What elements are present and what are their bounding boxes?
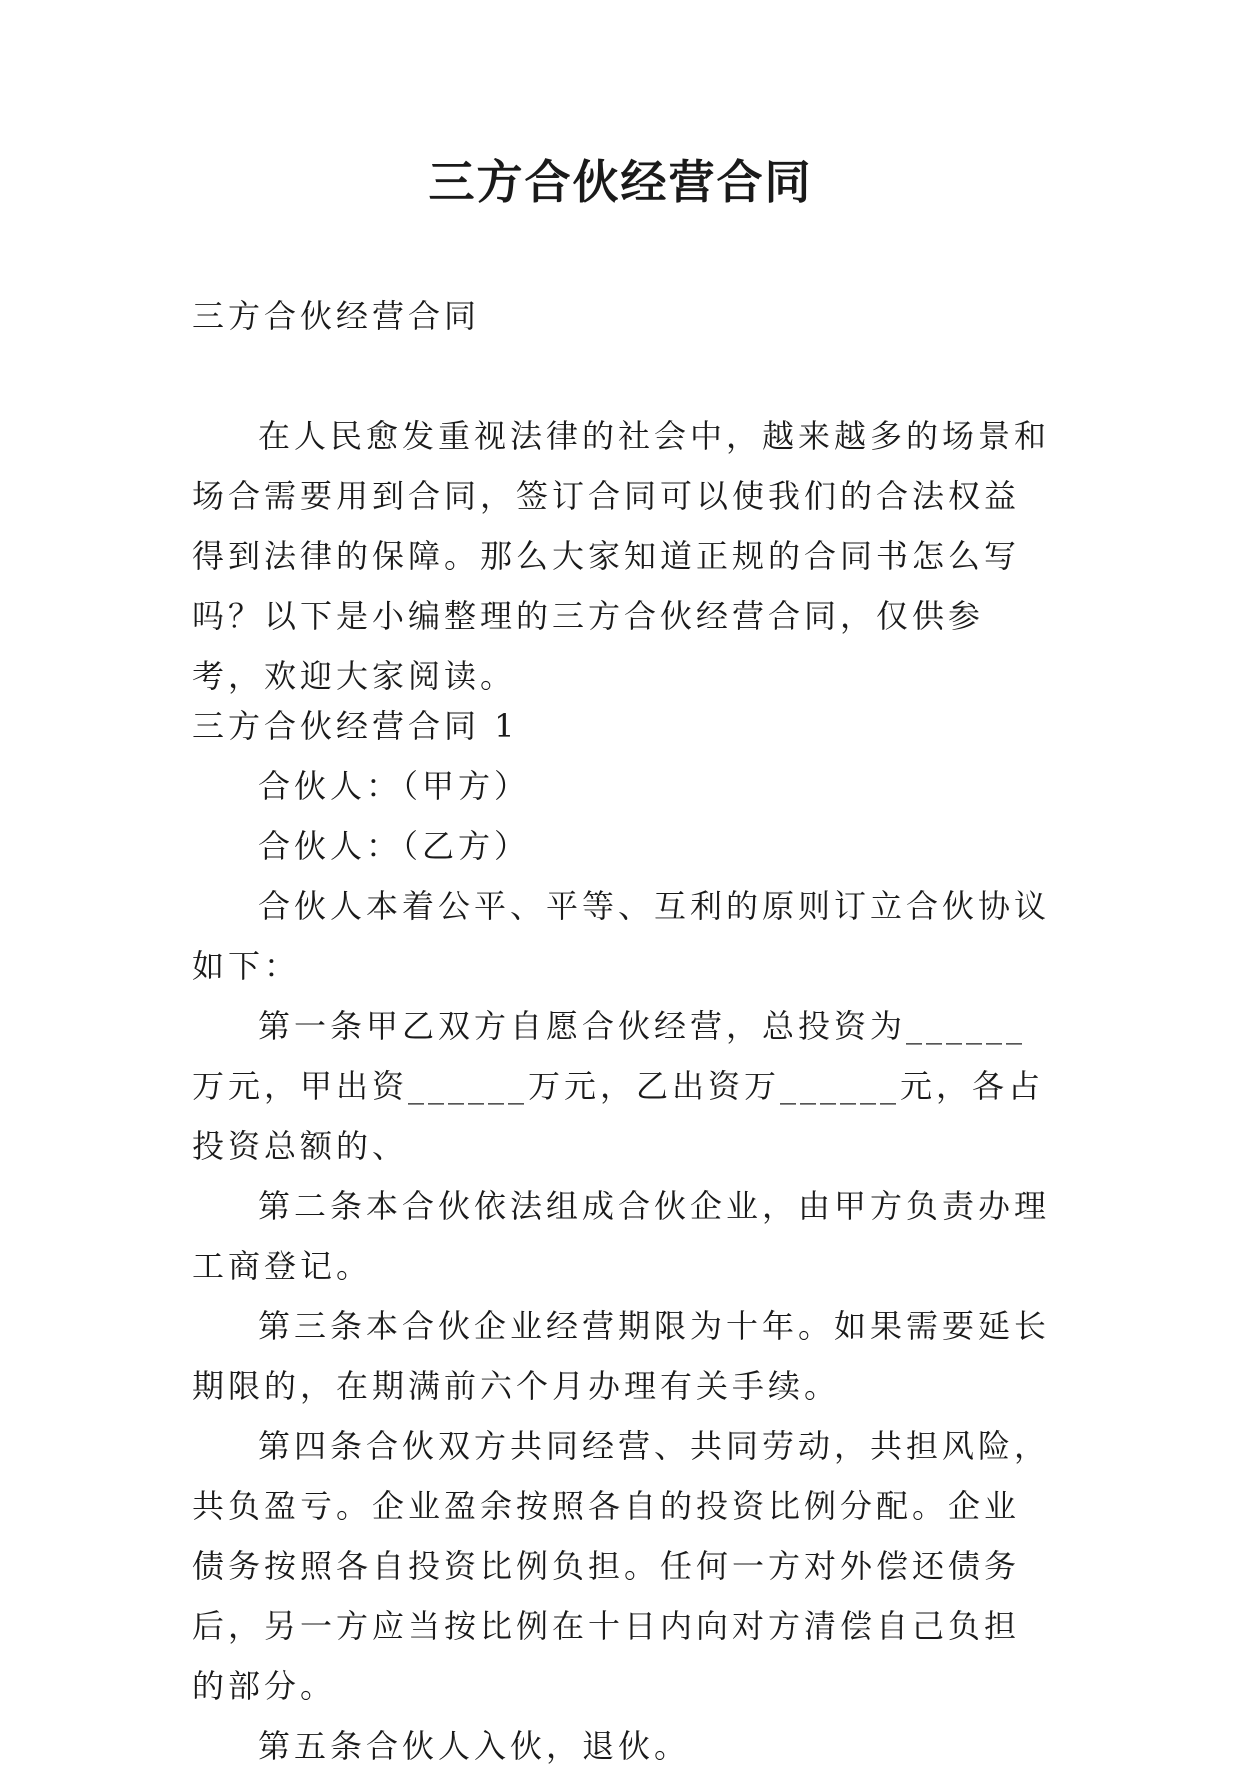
clause-party-a: 合伙人：（甲方） [258, 767, 531, 805]
document-subtitle: 三方合伙经营合同 [192, 297, 481, 335]
section-title: 三方合伙经营合同 1 [192, 707, 519, 745]
clause-article-5: 第五条合伙人入伙，退伙。 [258, 1727, 691, 1765]
clause-article-1: 第一条甲乙双方自愿合伙经营，总投资为______万元，甲出资______万元，乙出资万______元，各占投资总额的、 [192, 1007, 1045, 1165]
clause-party-b: 合伙人：（乙方） [258, 827, 531, 865]
clause-preamble: 合伙人本着公平、平等、互利的原则订立合伙协议如下： [192, 887, 1051, 985]
clause-article-4: 第四条合伙双方共同经营、共同劳动，共担风险，共负盈亏。企业盈余按照各自的投资比例分配。企业债务按照各自投资比例负担。任何一方对外偿还债务后，另一方应当按比例在十日内向对方清偿自己负担的部分。 [192, 1427, 1051, 1705]
document-title: 三方合伙经营合同 [428, 155, 813, 209]
contract-clauses [192, 756, 1052, 1776]
clause-article-2: 第二条本合伙依法组成合伙企业，由甲方负责办理工商登记。 [192, 1187, 1051, 1285]
clause-article-3: 第三条本合伙企业经营期限为十年。如果需要延长期限的，在期满前六个月办理有关手续。 [192, 1307, 1051, 1405]
intro-paragraph: 在人民愈发重视法律的社会中，越来越多的场景和场合需要用到合同，签订合同可以使我们的合法权益得到法律的保障。那么大家知道正规的合同书怎么写吗？以下是小编整理的三方合伙经营合同，仅供参考，欢迎大家阅读。 [192, 417, 1051, 695]
